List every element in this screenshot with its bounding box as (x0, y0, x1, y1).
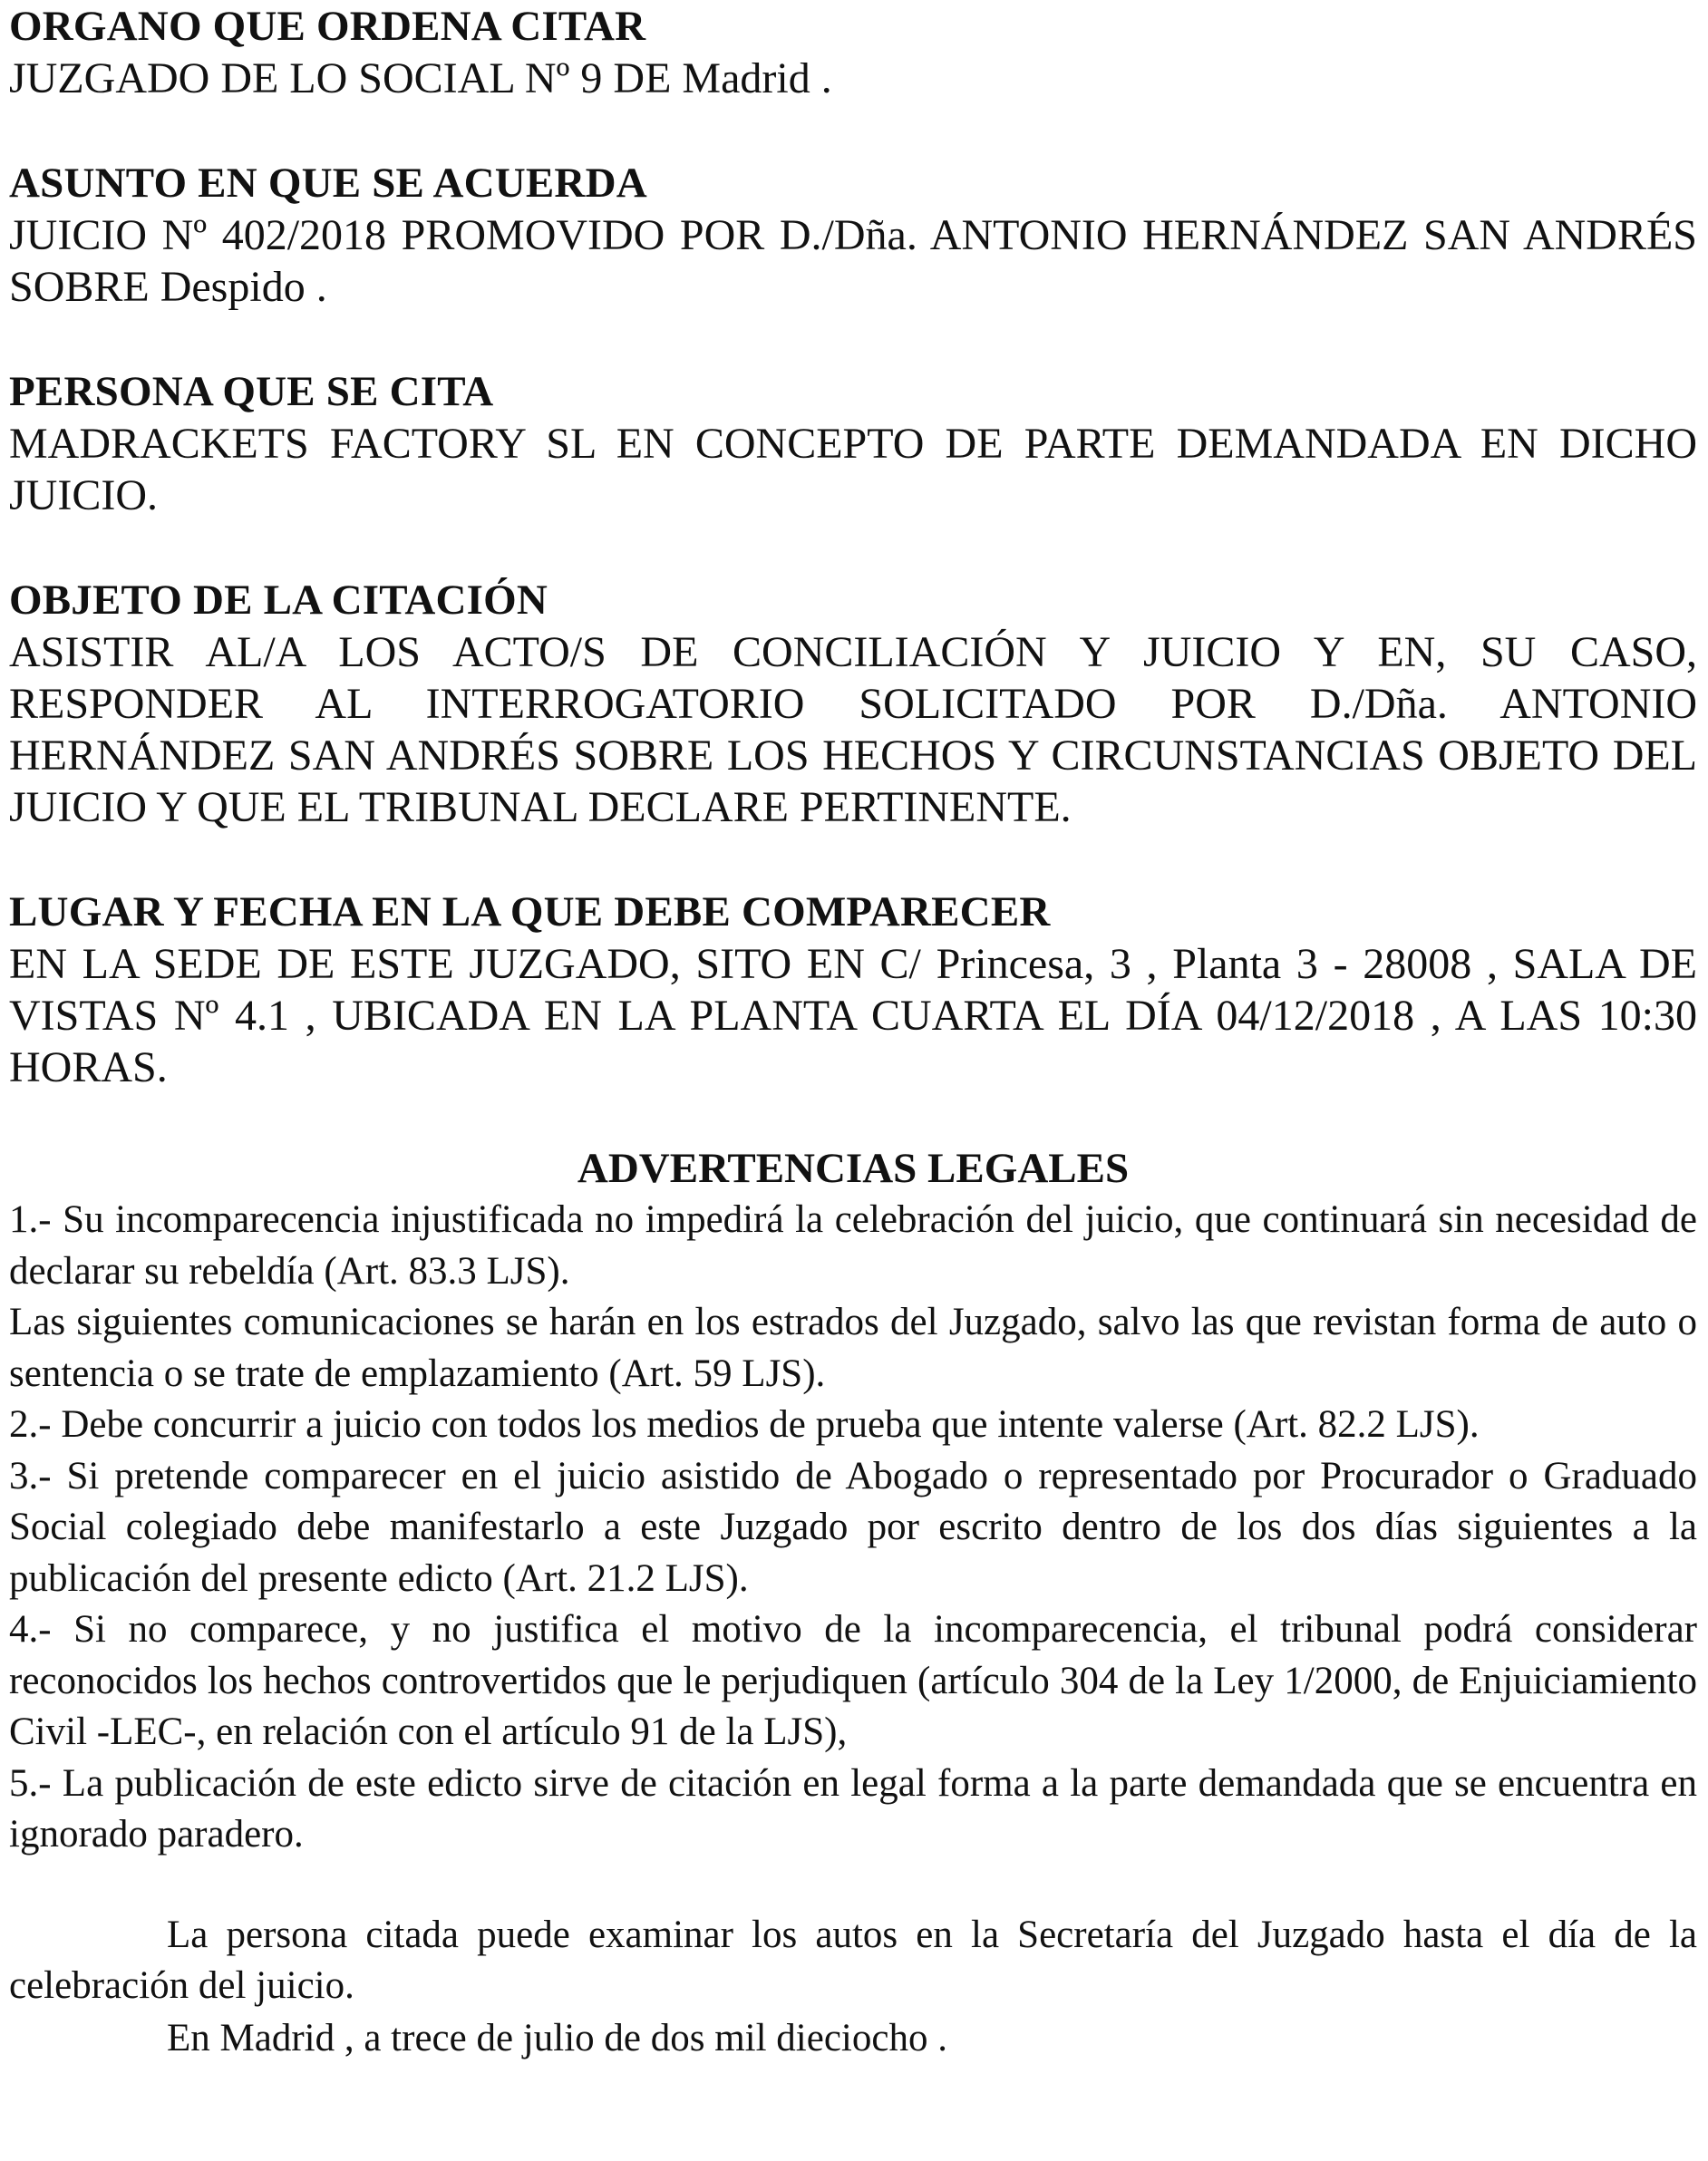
closing-place-date: En Madrid , a trece de julio de dos mil dieciocho . (167, 2016, 947, 2059)
heading-organo: ORGANO QUE ORDENA CITAR (9, 3, 646, 50)
heading-objeto: OBJETO DE LA CITACIÓN (9, 577, 548, 624)
text-lugar: EN LA SEDE DE ESTE JUZGADO, SITO EN C/ Princesa, 3 , Planta 3 - 28008 , SALA DE VISTAS Nº 4.1 , UBICADA EN LA PLANTA CUARTA EL DÍA 04/12/2018 , A LAS 10:30 HORAS. (9, 940, 1697, 1091)
document-page (9, 0, 1697, 2064)
advertencia-item: 2.- Debe concurrir a juicio con todos los medios de prueba que intente valerse (Art. 82.2 LJS). (9, 1403, 1480, 1446)
text-asunto: JUICIO Nº 402/2018 PROMOVIDO POR D./Dña. ANTONIO HERNÁNDEZ SAN ANDRÉS SOBRE Despido . (9, 211, 1697, 311)
section-objeto (9, 574, 1697, 833)
text-persona: MADRACKETS FACTORY SL EN CONCEPTO DE PARTE DEMANDADA EN DICHO JUICIO. (9, 420, 1697, 519)
advertencia-item: 4.- Si no comparece, y no justifica el motivo de la incomparecencia, el tribunal podrá considerar reconocidos los hechos controvertidos que le perjudiquen (artículo 304 de la Ley 1/2000, de Enjuiciamiento Civil -LEC-, en relación con el artículo 91 de la LJS), (9, 1608, 1697, 1753)
heading-advertencias: ADVERTENCIAS LEGALES (577, 1145, 1130, 1192)
advertencia-item: 3.- Si pretende comparecer en el juicio asistido de Abogado o representado por Procurador o Graduado Social colegiado debe manifestarlo a este Juzgado por escrito dentro de los dos días siguientes a la publicación del presente edicto (Art. 21.2 LJS). (9, 1454, 1697, 1600)
section-closing (9, 1910, 1697, 2064)
heading-asunto: ASUNTO EN QUE SE ACUERDA (9, 160, 647, 207)
heading-persona: PERSONA QUE SE CITA (9, 368, 494, 415)
closing-examine: La persona citada puede examinar los autos en la Secretaría del Juzgado hasta el día de la celebración del juicio. (9, 1913, 1697, 2007)
text-objeto: ASISTIR AL/A LOS ACTO/S DE CONCILIACIÓN Y JUICIO Y EN, SU CASO, RESPONDER AL INTERROGATORIO SOLICITADO POR D./Dña. ANTONIO HERNÁNDEZ SAN ANDRÉS SOBRE LOS HECHOS Y CIRCUNSTANCIAS OBJETO DEL JUICIO Y QUE EL TRIBUNAL DECLARE PERTINENTE. (9, 628, 1697, 831)
section-asunto (9, 157, 1697, 313)
text-organo: JUZGADO DE LO SOCIAL Nº 9 DE Madrid . (9, 54, 832, 102)
advertencia-item: 1.- Su incomparecencia injustificada no impedirá la celebración del juicio, que continuará sin necesidad de declarar su rebeldía (Art. 83.3 LJS). (9, 1198, 1697, 1293)
advertencia-item: Las siguientes comunicaciones se harán en los estrados del Juzgado, salvo las que revistan forma de auto o sentencia o se trate de emplazamiento (Art. 59 LJS). (9, 1301, 1697, 1395)
section-advertencias (9, 1142, 1697, 1861)
section-organo (9, 0, 1697, 104)
section-lugar (9, 886, 1697, 1093)
heading-lugar: LUGAR Y FECHA EN LA QUE DEBE COMPARECER (9, 888, 1051, 935)
advertencia-item: 5.- La publicación de este edicto sirve de citación en legal forma a la parte demandada que se encuentra en ignorado paradero. (9, 1761, 1697, 1856)
section-persona (9, 365, 1697, 521)
